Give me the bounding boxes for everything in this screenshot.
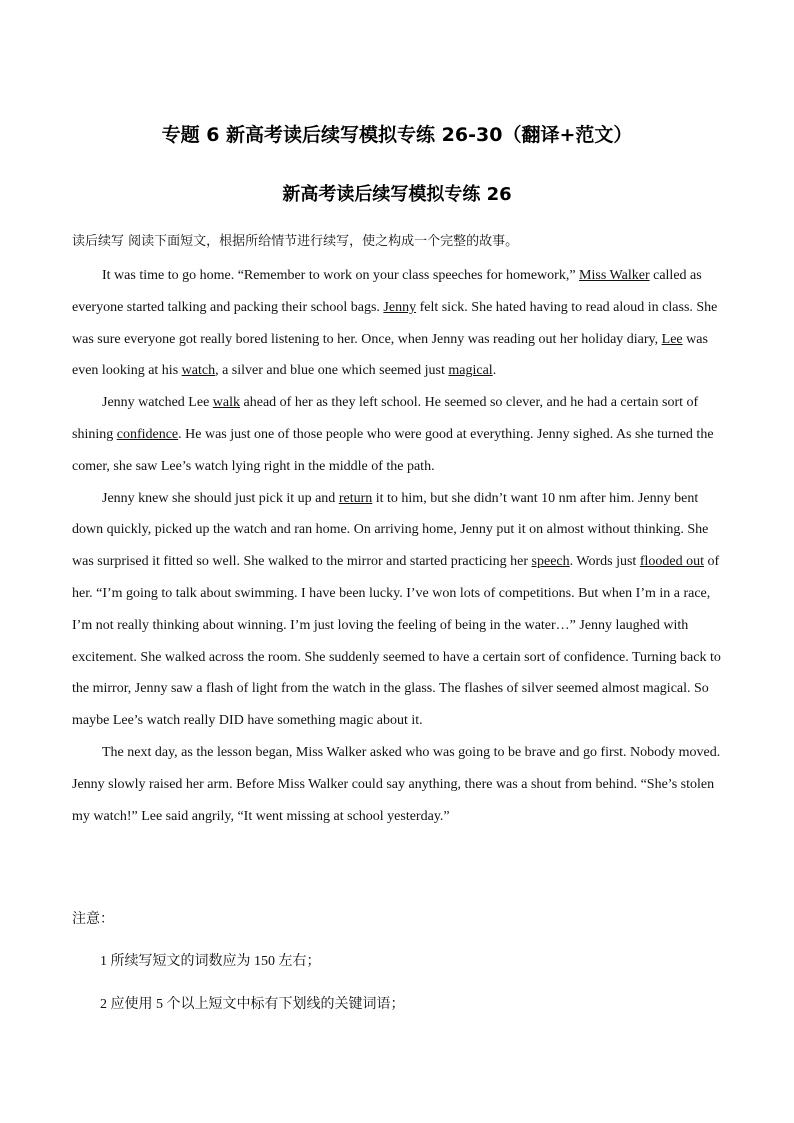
text-run: The next day, as the lesson began, Miss Walker asked who was going to be brave and go first. Nobody moved. Jenny slowly raised her arm. Before Miss Walker could say anything, there was a shout from behind. “She’s stolen my watch!” Lee said angrily, “It went missing at school yesterday.” (72, 744, 721, 824)
text-run: , a silver and blue one which seemed just (215, 363, 449, 379)
text-run: called as everyone started talking and packing their school bags. (72, 268, 702, 315)
text-run: . (492, 363, 497, 379)
story-paragraph (72, 260, 722, 387)
story-paragraph (72, 737, 722, 832)
instructions: 读后续写 阅读下面短文，根据所给情节进行续写，使之构成一个完整的故事。 (72, 234, 519, 249)
text-run: . Words just (569, 554, 640, 570)
underlined-keyword: Jenny (383, 299, 417, 315)
exercise-title: 新高考读后续写模拟专练 26 (282, 184, 512, 205)
underlined-keyword: watch (181, 363, 216, 379)
underlined-keyword: speech (531, 554, 570, 570)
underlined-keyword: Miss Walker (579, 268, 650, 283)
underlined-keyword: flooded out (639, 554, 704, 570)
underlined-keyword: magical (448, 363, 493, 379)
notes-label: 注意： (72, 911, 114, 927)
text-run: Jenny watched Lee (102, 395, 213, 411)
underlined-keyword: return (338, 490, 373, 506)
note-item: 1 所续写短文的词数应为 150 左右； (100, 954, 321, 969)
text-run: of her. “I’m going to talk about swimming. I have been lucky. I’ve won lots of competitions. But when I’m in a race, I’m not really thinking about winning. I’m just loving the feeling of being in the water…” Jenny laughed with excitement. She walked across the room. She suddenly seemed to have a certain sort of confidence. Turning back to the mirror, Jenny saw a flash of light from the watch in the glass. The flashes of silver seemed almost magical. So maybe Lee’s watch really DID have something magic about it. (72, 554, 721, 729)
text-run: . He was just one of those people who were good at everything. Jenny sighed. As she turned the comer, she saw Lee’s watch lying right in the middle of the path. (72, 426, 714, 474)
note-item: 2 应使用 5 个以上短文中标有下划线的关键词语； (100, 997, 405, 1012)
text-run: ahead of her as they left school. He seemed so clever, and he had a certain sort of shining (72, 395, 699, 442)
text-run: was even looking at his (72, 331, 708, 379)
text-run: Jenny knew she should just pick it up and (102, 490, 339, 506)
text-run: it to him, but she didn’t want 10 nm after him. Jenny bent down quickly, picked up the watch and ran home. On arriving home, Jenny put it on almost without thinking. She was surprised it fitted so well. She walked to the mirror and started practicing her (72, 490, 709, 570)
story-paragraph (72, 387, 722, 482)
underlined-keyword: walk (212, 395, 241, 411)
underlined-keyword: confidence (116, 426, 179, 442)
document-title: 专题 6 新高考读后续写模拟专练 26-30（翻译+范文） (161, 124, 633, 146)
text-run: felt sick. She hated having to read aloud in class. She was sure everyone got really bored listening to her. Once, when Jenny was reading out her holiday diary, (72, 299, 718, 347)
text-run: It was time to go home. “Remember to work on your class speeches for homework,” (102, 268, 580, 283)
story-text (72, 260, 722, 832)
underlined-keyword: Lee (661, 331, 683, 347)
story-paragraph (72, 483, 722, 737)
